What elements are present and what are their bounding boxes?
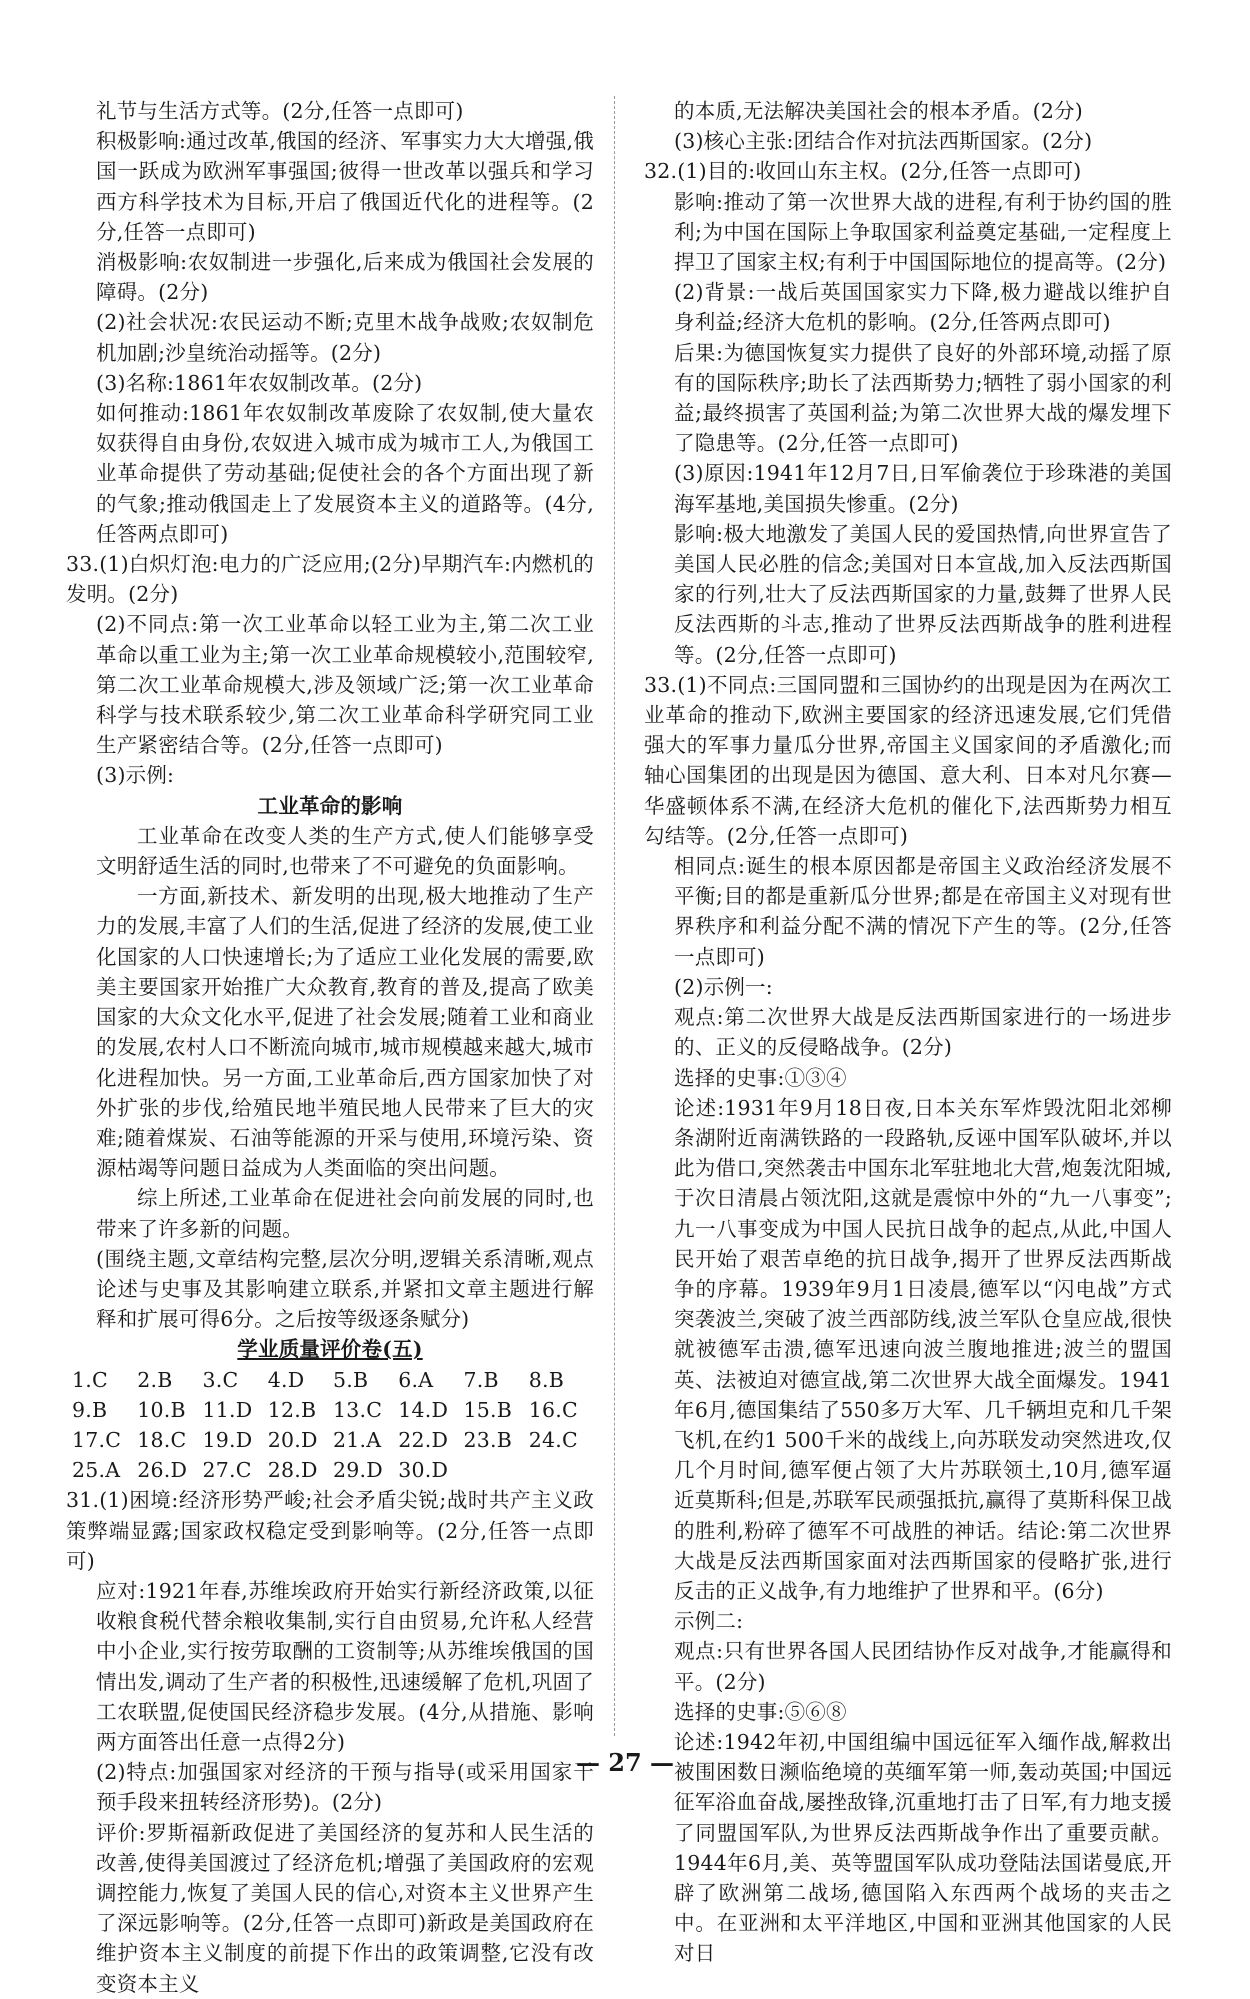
text-paragraph: 影响:极大地激发了美国人民的爱国热情,向世界宣告了美国人民必胜的信念;美国对日本宣战,加入反法西斯国家的行列,壮大了反法西斯国家的力量,鼓舞了世界人民反法西斯的斗志,推动了世界反法西斯战争的胜利进程等。(2分,任答一点即可) — [674, 521, 1172, 667]
answer-item: 14.D — [398, 1397, 449, 1422]
section-heading: 工业革命的影响 — [257, 793, 403, 818]
answer-item: 16.C — [528, 1397, 578, 1422]
text-paragraph: 评价:罗斯福新政促进了美国经济的复苏和人民生活的改善,使得美国渡过了经济危机;增强了美国政府的宏观调控能力,恢复了美国人民的信心,对资本主义世界产生了深远影响等。(2分,任答一点即可)新政是美国政府在维护资本主义制度的前提下作出的政策调整,它没有改变资本主义 — [96, 1820, 594, 1996]
answer-item: 1.C — [72, 1367, 108, 1392]
text-paragraph: 的本质,无法解决美国社会的根本矛盾。(2分) — [674, 99, 1083, 123]
answer-item: 24.C — [528, 1427, 578, 1452]
text-paragraph: 32.(1)目的:收回山东主权。(2分,任答一点即可) — [644, 159, 1082, 184]
left-column — [66, 96, 594, 1999]
text-paragraph: 示例二: — [674, 1609, 744, 1634]
answer-item: 30.D — [398, 1458, 449, 1483]
right-column — [644, 96, 1172, 1969]
text-paragraph: (2)背景:一战后英国国家实力下降,极力避战以维护自身利益;经济大危机的影响。(2分,任答两点即可) — [674, 280, 1172, 335]
answer-item: 3.C — [202, 1367, 239, 1392]
text-paragraph: 如何推动:1861年农奴制改革废除了农奴制,使大量农奴获得自由身份,农奴进入城市成为城市工人,为俄国工业革命提供了劳动基础;促使社会的各个方面出现了新的气象;推动俄国走上了发展资本主义的道路等。(4分,任答两点即可) — [96, 401, 594, 546]
answer-item: 26.D — [137, 1458, 188, 1483]
answer-item: 11.D — [202, 1397, 253, 1422]
answer-item: 19.D — [202, 1427, 253, 1452]
section-heading: 学业质量评价卷(五) — [237, 1337, 423, 1362]
answer-item: 15.B — [463, 1397, 512, 1422]
answer-item: 10.B — [137, 1397, 186, 1422]
text-paragraph: 消极影响:农奴制进一步强化,后来成为俄国社会发展的障碍。(2分) — [96, 250, 594, 305]
answer-item: 21.A — [333, 1427, 382, 1452]
text-paragraph: 观点:第二次世界大战是反法西斯国家进行的一场进步的、正义的反侵略战争。(2分) — [674, 1005, 1172, 1060]
answer-item: 29.D — [333, 1458, 383, 1483]
answer-item: 28.D — [267, 1458, 318, 1483]
text-paragraph: 选择的史事:⑤⑥⑧ — [674, 1699, 847, 1724]
text-paragraph: 33.(1)白炽灯泡:电力的广泛应用;(2分)早期汽车:内燃机的发明。(2分) — [66, 552, 594, 607]
answer-item: 27.C — [202, 1458, 252, 1483]
text-paragraph: (3)示例: — [96, 763, 175, 788]
text-paragraph: 论述:1942年初,中国组编中国远征军入缅作战,解救出被围困数日濒临绝境的英缅军第一师,轰动英国;中国远征军浴血奋战,屡挫敌锋,沉重地打击了日军,有力地支援了同盟国军队,为世界反法西斯战争作出了重要贡献。1944年6月,美、英等盟国军队成功登陆法国诺曼底,开辟了欧洲第二战场,德国陷入东西两个战场的夹击之中。在亚洲和太平洋地区,中国和亚洲其他国家的人民对日 — [674, 1729, 1172, 1966]
answer-item: 7.B — [463, 1367, 499, 1392]
text-paragraph: (2)特点:加强国家对经济的干预与指导(或采用国家干预手段来扭转经济形势)。(2分) — [96, 1760, 594, 1815]
answer-item: 4.D — [267, 1367, 305, 1392]
text-paragraph: (2)不同点:第一次工业革命以轻工业为主,第二次工业革命以重工业为主;第一次工业革命规模较小,范围较窄,第二次工业革命规模大,涉及领域广泛;第一次工业革命科学与技术联系较少,第二次工业革命科学研究同工业生产紧密结合等。(2分,任答一点即可) — [96, 612, 594, 758]
answer-item: 20.D — [267, 1427, 318, 1452]
text-paragraph: 后果:为德国恢复实力提供了良好的外部环境,动摇了原有的国际秩序;助长了法西斯势力;牺牲了弱小国家的利益;最终损害了英国利益;为第二次世界大战的爆发埋下了隐患等。(2分,任答一点即可) — [674, 340, 1172, 456]
answer-item: 17.C — [72, 1427, 122, 1452]
text-paragraph: (围绕主题,文章结构完整,层次分明,逻辑关系清晰,观点论述与史事及其影响建立联系,并紧扣文章主题进行解释和扩展可得6分。之后按等级逐条赋分) — [96, 1246, 594, 1332]
text-paragraph: 论述:1931年9月18日夜,日本关东军炸毁沈阳北郊柳条湖附近南满铁路的一段路轨,反诬中国军队破坏,并以此为借口,突然袭击中国东北军驻地北大营,炮轰沈阳城,于次日清晨占领沈阳,这就是震惊中外的“九一八事变”;九一八事变成为中国人民抗日战争的起点,从此,中国人民开始了艰苦卓绝的抗日战争,揭开了世界反法西斯战争的序幕。1939年9月1日凌晨,德军以“闪电战”方式突袭波兰,突破了波兰西部防线,波兰军队仓皇应战,很快就被德军击溃,德军迅速向波兰腹地推进;波兰的盟国英、法被迫对德宣战,第二次世界大战全面爆发。1941年6月,德国集结了550多万大军、几千辆坦克和几千架飞机,在约1 500千米的战线上,向苏联发动突然进攻,仅几个月时间,德军便占领了大片苏联领土,10月,德军逼近莫斯科;但是,苏联军民顽强抵抗,赢得了莫斯科保卫战的胜利,粉碎了德军不可战胜的神话。结论:第二次世界大战是反法西斯国家面对法西斯国家的侵略扩张,进行反击的正义战争,有力地维护了世界和平。(6分) — [674, 1095, 1172, 1603]
column-divider — [614, 96, 616, 1736]
answer-item: 22.D — [398, 1427, 449, 1452]
text-paragraph: 礼节与生活方式等。(2分,任答一点即可) — [96, 99, 464, 123]
text-paragraph: (2)示例一: — [674, 974, 773, 999]
answer-item: 6.A — [398, 1367, 434, 1392]
text-paragraph: (3)名称:1861年农奴制改革。(2分) — [96, 370, 423, 395]
answer-item: 25.A — [72, 1458, 121, 1483]
answer-item: 5.B — [333, 1367, 369, 1392]
text-paragraph: (3)核心主张:团结合作对抗法西斯国家。(2分) — [674, 129, 1093, 154]
text-paragraph: 相同点:诞生的根本原因都是帝国主义政治经济发展不平衡;目的都是重新瓜分世界;都是在帝国主义对现有世界秩序和利益分配不满的情况下产生的等。(2分,任答一点即可) — [674, 854, 1172, 969]
answer-item: 9.B — [72, 1397, 108, 1422]
text-paragraph: 工业革命在改变人类的生产方式,使人们能够享受文明舒适生活的同时,也带来了不可避免的负面影响。 — [96, 823, 594, 879]
text-paragraph: 选择的史事:①③④ — [674, 1065, 847, 1090]
page-number: — 27 — — [575, 1748, 675, 1777]
text-paragraph: (2)社会状况:农民运动不断;克里木战争战败;农奴制危机加剧;沙皇统治动摇等。(2分) — [96, 310, 594, 365]
answer-item: 12.B — [267, 1397, 317, 1422]
text-paragraph: 31.(1)困境:经济形势严峻;社会矛盾尖锐;战时共产主义政策弊端显露;国家政权稳定受到影响等。(2分,任答一点即可) — [66, 1488, 594, 1573]
answer-item: 2.B — [137, 1367, 173, 1392]
text-paragraph: 影响:推动了第一次世界大战的进程,有利于协约国的胜利;为中国在国际上争取国家利益奠定基础,一定程度上捍卫了国家主权;有利于中国国际地位的提高等。(2分) — [674, 189, 1172, 275]
answer-item: 13.C — [333, 1397, 383, 1422]
text-paragraph: (3)原因:1941年12月7日,日军偷袭位于珍珠港的美国海军基地,美国损失惨重。(2分) — [674, 461, 1172, 516]
answer-key — [66, 1365, 594, 1486]
text-paragraph: 综上所述,工业革命在促进社会向前发展的同时,也带来了许多新的问题。 — [96, 1186, 594, 1241]
text-paragraph: 33.(1)不同点:三国同盟和三国协约的出现是因为在两次工业革命的推动下,欧洲主要国家的经济迅速发展,它们凭借强大的军事力量瓜分世界,帝国主义国家间的矛盾激化;而轴心国集团的出现是因为德国、意大利、日本对凡尔赛—华盛顿体系不满,在经济大危机的催化下,法西斯势力相互勾结等。(2分,任答一点即可) — [644, 672, 1172, 848]
answer-item: 23.B — [463, 1427, 512, 1452]
text-paragraph: 应对:1921年春,苏维埃政府开始实行新经济政策,以征收粮食税代替余粮收集制,实行自由贸易,允许私人经营中小企业,实行按劳取酬的工资制等;从苏维埃俄国的国情出发,调动了生产者的积极性,迅速缓解了危机,巩固了工农联盟,促使国民经济稳步发展。(4分,从措施、影响两方面答出任意一点得2分) — [96, 1578, 594, 1754]
text-paragraph: 积极影响:通过改革,俄国的经济、军事实力大大增强,俄国一跃成为欧洲军事强国;彼得一世改革以强兵和学习西方科学技术为目标,开启了俄国近代化的进程等。(2分,任答一点即可) — [96, 129, 594, 244]
text-paragraph: 一方面,新技术、新发明的出现,极大地推动了生产力的发展,丰富了人们的生活,促进了经济的发展,使工业化国家的人口快速增长;为了适应工业化发展的需要,欧美主要国家开始推广大众教育,教育的普及,提高了欧美国家的大众文化水平,促进了社会发展;随着工业和商业的发展,农村人口不断流向城市,城市规模越来越大,城市化进程加快。另一方面,工业革命后,西方国家加快了对外扩张的步伐,给殖民地半殖民地人民带来了巨大的灾难;随着煤炭、石油等能源的开采与使用,环境污染、资源枯竭等问题日益成为人类面临的突出问题。 — [96, 884, 594, 1181]
text-paragraph: 观点:只有世界各国人民团结协作反对战争,才能赢得和平。(2分) — [674, 1639, 1172, 1694]
answer-item: 8.B — [528, 1367, 564, 1392]
answer-item: 18.C — [137, 1427, 187, 1452]
